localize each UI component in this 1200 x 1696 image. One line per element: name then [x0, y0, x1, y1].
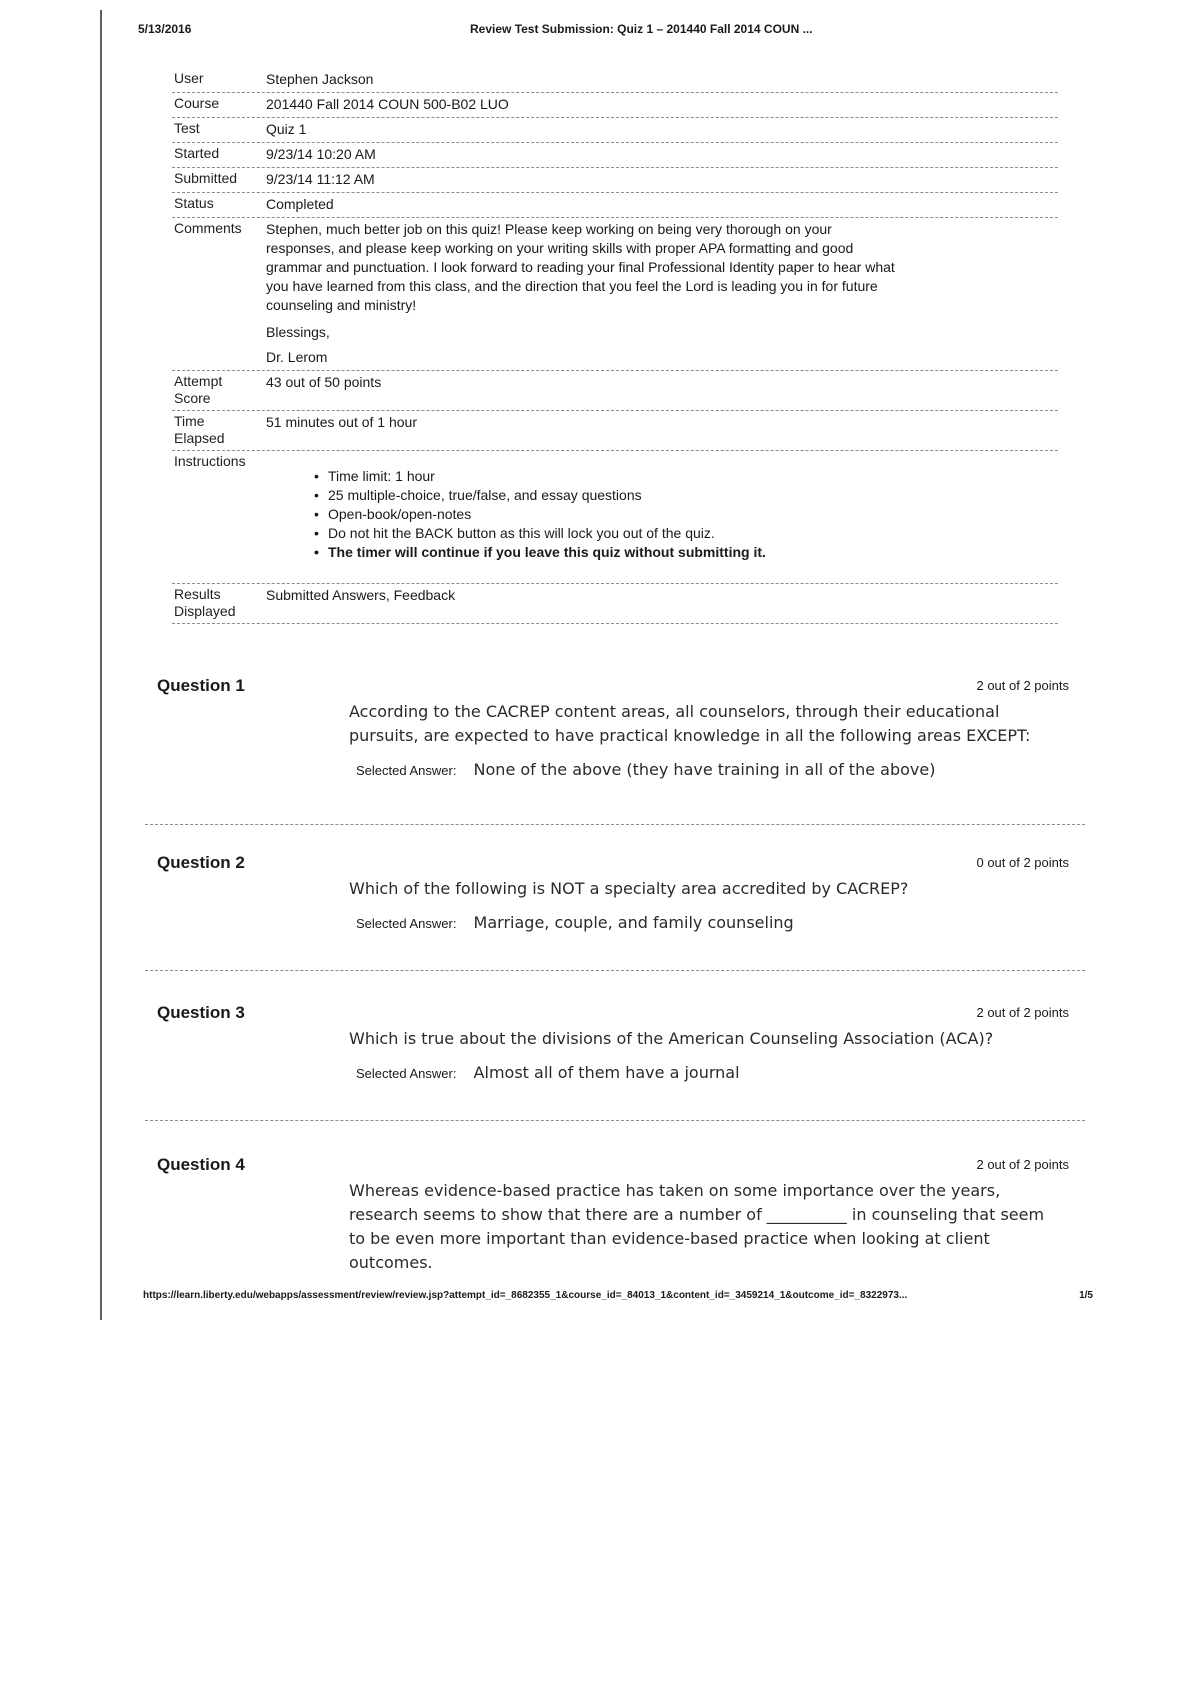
selected-answer-text: Almost all of them have a journal [473, 1063, 740, 1082]
instructor-comments [266, 220, 1058, 367]
meta-value: 201440 Fall 2014 COUN 500-B02 LUO [266, 96, 509, 112]
meta-value: Quiz 1 [266, 121, 307, 137]
selected-answer-label: Selected Answer: [356, 1066, 457, 1081]
question-points: 2 out of 2 points [976, 1005, 1069, 1020]
label-line: Displayed [174, 603, 236, 619]
comment-signature: Dr. Lerom [266, 349, 328, 365]
results-displayed-value: Submitted Answers, Feedback [266, 587, 456, 603]
question-block [157, 676, 1069, 826]
instructions-list [314, 467, 1058, 562]
instruction-item: • Open-book/open-notes [314, 505, 1058, 524]
meta-row-user [172, 68, 1058, 93]
question-points: 0 out of 2 points [976, 855, 1069, 870]
meta-label: User [174, 70, 204, 86]
meta-label: Status [174, 195, 214, 211]
question-title: Question 4 [157, 1155, 245, 1174]
question-title: Question 2 [157, 853, 245, 872]
meta-label: Course [174, 95, 220, 111]
submission-details [172, 68, 1058, 624]
meta-value: Completed [266, 196, 334, 212]
comment-line: counseling and ministry! [266, 297, 417, 313]
selected-answer-text: Marriage, couple, and family counseling [473, 913, 794, 932]
print-date: 5/13/2016 [138, 22, 192, 36]
scan-edge-line [100, 10, 102, 1320]
instructions-body [266, 453, 1058, 580]
question-text: Whereas evidence-based practice has taken on some importance over the years, research seems to show that there are a number of __________ in counseling that seem to be even more important than evidence-based practice when looking at client outcomes. [349, 1181, 1045, 1272]
selected-answer-text: None of the above (they have training in all of the above) [473, 760, 936, 779]
instruction-item: • 25 multiple-choice, true/false, and essay questions [314, 486, 1058, 505]
question-text: According to the CACREP content areas, all counselors, through their educational pursuits, are expected to have practical knowledge in all the following areas EXCEPT: [349, 702, 1031, 745]
meta-row-status [172, 193, 1058, 218]
comment-line: you have learned from this class, and the direction that you feel the Lord is leading you in for future [266, 278, 878, 294]
meta-row-results-displayed [172, 584, 1058, 624]
instruction-item: • The timer will continue if you leave this quiz without submitting it. [314, 543, 1058, 562]
label-line: Score [174, 390, 211, 406]
comment-line: Stephen, much better job on this quiz! Please keep working on being very thorough on your [266, 221, 832, 237]
meta-row-attempt-score [172, 371, 1058, 411]
question-block [157, 1003, 1069, 1123]
question-text: Which is true about the divisions of the American Counseling Association (ACA)? [349, 1029, 994, 1048]
comment-line: responses, and please keep working on your writing skills with proper APA formatting and good [266, 240, 854, 256]
question-points: 2 out of 2 points [976, 678, 1069, 693]
meta-value: 9/23/14 10:20 AM [266, 146, 376, 162]
meta-label [172, 586, 266, 620]
selected-answer-label: Selected Answer: [356, 916, 457, 931]
meta-label: Test [174, 120, 200, 136]
meta-label: Submitted [174, 170, 238, 186]
selected-answer [356, 760, 935, 779]
meta-value: Stephen Jackson [266, 71, 374, 87]
meta-row-submitted [172, 168, 1058, 193]
meta-row-course [172, 93, 1058, 118]
meta-row-comments [172, 218, 1058, 371]
meta-row-test [172, 118, 1058, 143]
question-block [157, 1155, 1069, 1285]
question-points: 2 out of 2 points [976, 1157, 1069, 1172]
instruction-item: • Time limit: 1 hour [314, 467, 1058, 486]
selected-answer [356, 913, 794, 932]
comment-line: grammar and punctuation. I look forward to reading your final Professional Identity paper to hear what [266, 259, 895, 275]
meta-label [172, 373, 266, 407]
meta-row-time-elapsed [172, 411, 1058, 451]
label-line: Elapsed [174, 430, 225, 446]
meta-label: Started [174, 145, 220, 161]
instruction-item: • Do not hit the BACK button as this will lock you out of the quiz. [314, 524, 1058, 543]
question-divider [145, 970, 1085, 971]
question-divider [145, 1120, 1085, 1121]
question-text: Which of the following is NOT a specialty area accredited by CACREP? [349, 879, 909, 898]
attempt-score-value: 43 out of 50 points [266, 374, 382, 390]
print-page-number: 1/5 [1079, 1290, 1093, 1301]
comment-sign-off: Blessings, [266, 324, 330, 340]
meta-value: 9/23/14 11:12 AM [266, 171, 375, 187]
selected-answer-label: Selected Answer: [356, 763, 457, 778]
print-footer [143, 1290, 1093, 1301]
meta-row-instructions [172, 451, 1058, 584]
print-url: https://learn.liberty.edu/webapps/assessment/review/review.jsp?attempt_id=_8682355_1&course_id=_84013_1&content_id=_3459214_1&outcome_id=_8322973... [143, 1290, 908, 1301]
selected-answer [356, 1063, 740, 1082]
question-divider [145, 824, 1085, 825]
time-elapsed-value: 51 minutes out of 1 hour [266, 414, 417, 430]
meta-label: Comments [174, 220, 242, 236]
label-line: Attempt [174, 373, 223, 389]
meta-label: Instructions [174, 453, 246, 469]
label-line: Time [174, 413, 205, 429]
meta-label [172, 413, 266, 447]
print-title: Review Test Submission: Quiz 1 – 201440 Fall 2014 COUN ... [470, 22, 813, 36]
question-block [157, 853, 1069, 973]
meta-row-started [172, 143, 1058, 168]
label-line: Results [174, 586, 221, 602]
question-title: Question 1 [157, 676, 245, 695]
question-title: Question 3 [157, 1003, 245, 1022]
